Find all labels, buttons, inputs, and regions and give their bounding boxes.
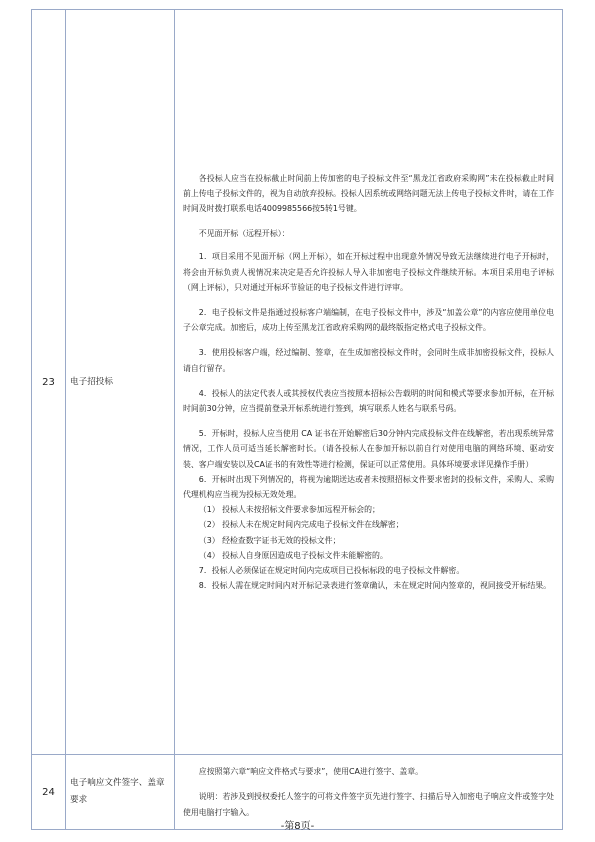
row-number: 23 [32,10,66,755]
paragraph: 应按照第六章“响应文件格式与要求”，使用CA进行签字、盖章。 [198,767,424,777]
paragraph: 8．投标人需在规定时间内对开标记录表进行签章确认，未在规定时间内签章的，视同接受开标结果。 [198,581,552,591]
section-heading: 不见面开标（远程开标）： [198,229,290,239]
paragraph: 7．投标人必须保证在规定时间内完成项目已投标标段的电子投标文件解密。 [198,566,465,576]
list-item: （3） 经检查数字证书无效的投标文件； [198,535,341,545]
paragraph: 各投标人应当在投标截止时间前上传加密的电子投标文件至“黑龙江省政府采购网”未在投标截止时间前上传电子投标文件的，视为自动放弃投标。投标人因系统或网络问题无法上传电子投标文件时，请在工作时间及时拨打联系电话4009985566按5转1号键。 [183,173,554,213]
paragraph: 4．投标人的法定代表人或其授权代表应当按照本招标公告载明的时间和模式等要求参加开标，在开标时间前30分钟，应当提前登录开标系统进行签到，填写联系人姓名与联系号码。 [183,388,554,413]
paragraph: 2．电子投标文件是指通过投标客户端编制，在电子投标文件中，涉及“加盖公章”的内容应使用单位电子公章完成。加密后，成功上传至黑龙江省政府采购网的最终版指定格式电子投标文件。 [183,307,554,333]
paragraph: 5．开标时，投标人应当使用 CA 证书在开始解密后30分钟内完成投标文件在线解密，若出现系统异常情况，工作人员可适当延长解密时长。（请各投标人在参加开标以前自行对使用电脑的网络环境、驱动安装、客户端安装以及CA证书的有效性等进行检测，保证可以正常使用。具体环境要求详见操作手册） [183,429,554,469]
document-table [31,9,563,830]
list-item: （1） 投标人未按招标文件要求参加远程开标会的； [198,505,380,515]
row-title: 电子响应文件签字、盖章要求 [66,755,175,830]
paragraph: 1．项目采用不见面开标（网上开标），如在开标过程中出现意外情况导致无法继续进行电子开标时，将会由开标负责人视情况来决定是否允许投标人导入非加密电子投标文件继续开标。本项目采用电子评标（网上评标），只对通过开标环节验证的电子投标文件进行评审。 [183,252,554,292]
row-title: 电子招投标 [66,10,175,755]
row-number: 24 [32,755,66,830]
paragraph: 6．开标时出现下列情况的，将视为逾期送达或者未按照招标文件要求密封的投标文件，采购人、采购代理机构应当视为投标无效处理。 [183,474,554,500]
table-row [32,10,563,755]
paragraph: 3．使用投标客户端，经过编制、签章，在生成加密投标文件时，会同时生成非加密投标文件，投标人请自行留存。 [183,348,554,373]
paragraph: 说明：若涉及到授权委托人签字的可将文件签字页先进行签字、扫描后导入加密电子响应文件或签字处使用电脑打字输入。 [183,792,554,817]
row-content [175,10,563,755]
page-number: -第8页- [280,821,315,832]
list-item: （2） 投标人未在规定时间内完成电子投标文件在线解密； [198,520,404,530]
list-item: （4） 投标人自身原因造成电子投标文件未能解密的。 [198,550,388,560]
